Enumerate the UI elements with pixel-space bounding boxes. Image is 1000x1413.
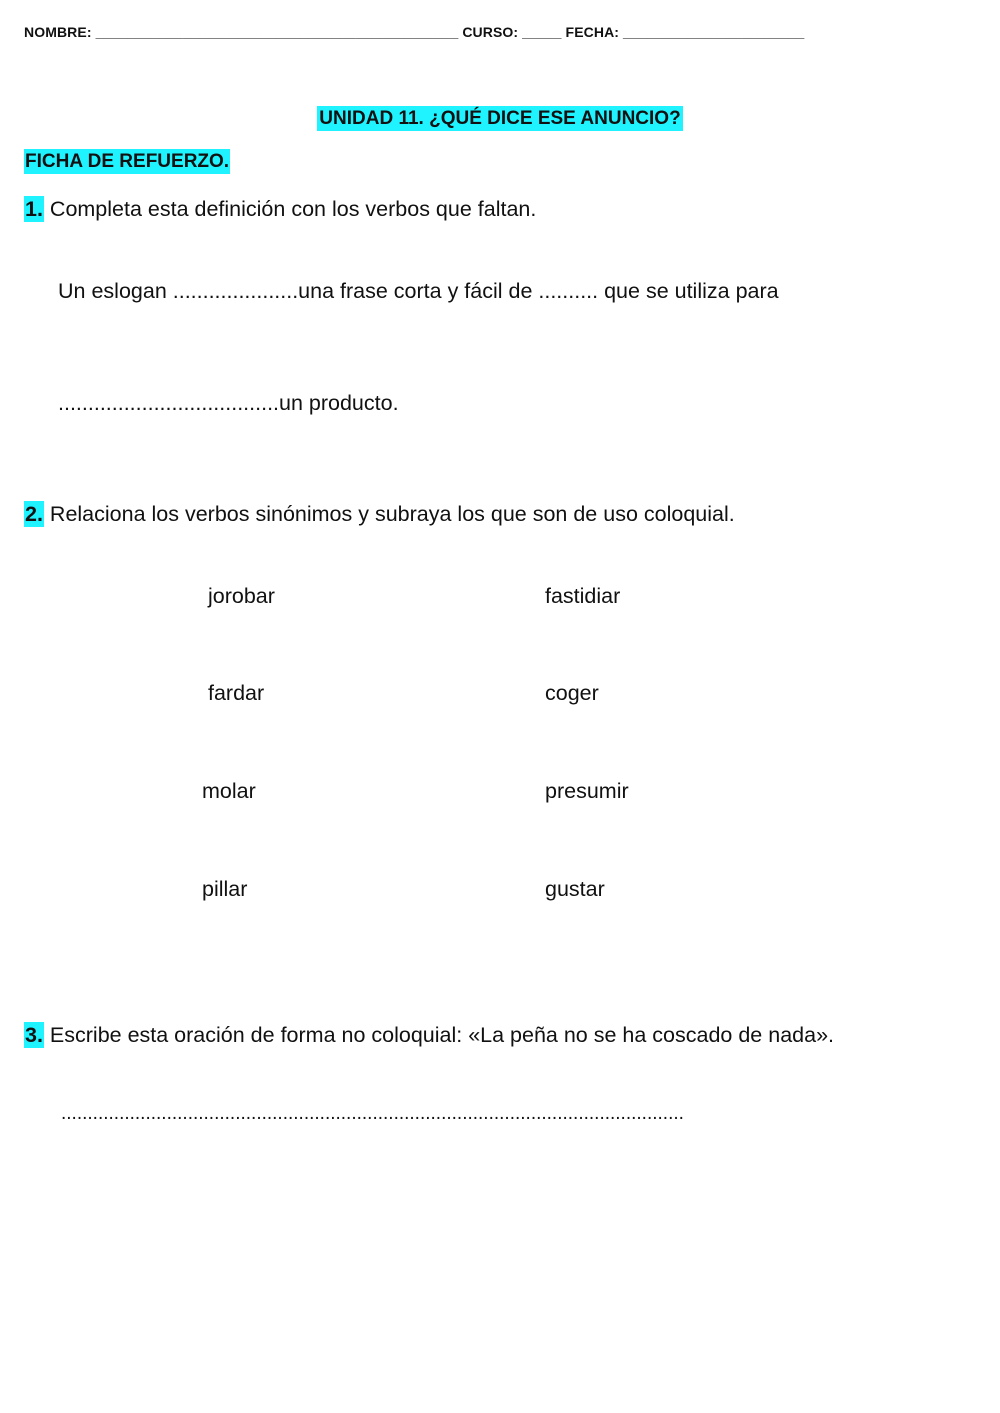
verb-left-pillar: pillar [202,877,248,901]
page-title-text: UNIDAD 11. ¿QUÉ DICE ESE ANUNCIO? [319,108,681,129]
worksheet-subtitle [24,151,230,173]
question-2-text: Relaciona los verbos sinónimos y subraya los que son de uso coloquial. [43,502,735,526]
question-3-number: 3. [25,1023,43,1047]
question-3-text: Escribe esta oración de forma no coloquial: «La peña no se ha coscado de nada». [43,1023,834,1047]
question-1-line-2: .....................................un producto. [58,391,399,415]
question-2 [24,502,735,527]
question-3 [24,1023,834,1048]
question-1 [24,197,536,222]
page-title [0,108,1000,130]
worksheet-subtitle-text: FICHA DE REFUERZO. [25,151,230,172]
verb-left-jorobar: jorobar [208,584,275,608]
question-1-text: Completa esta definición con los verbos que faltan. [43,197,537,221]
verb-left-molar: molar [202,779,256,803]
verb-right-fastidiar: fastidiar [545,584,621,608]
student-info-header: NOMBRE: ______________________________________________ CURSO: _____ FECHA: _______________________ [24,24,805,40]
verb-left-fardar: fardar [208,681,265,705]
question-1-line-1: Un eslogan .....................una frase corta y fácil de .......... que se utiliza para [58,279,779,303]
verb-right-presumir: presumir [545,779,629,803]
question-1-number: 1. [25,197,43,221]
verb-right-gustar: gustar [545,877,605,901]
question-2-number: 2. [25,502,43,526]
question-3-answer-line: ...................................................................................................................... [61,1103,684,1124]
verb-right-coger: coger [545,681,599,705]
